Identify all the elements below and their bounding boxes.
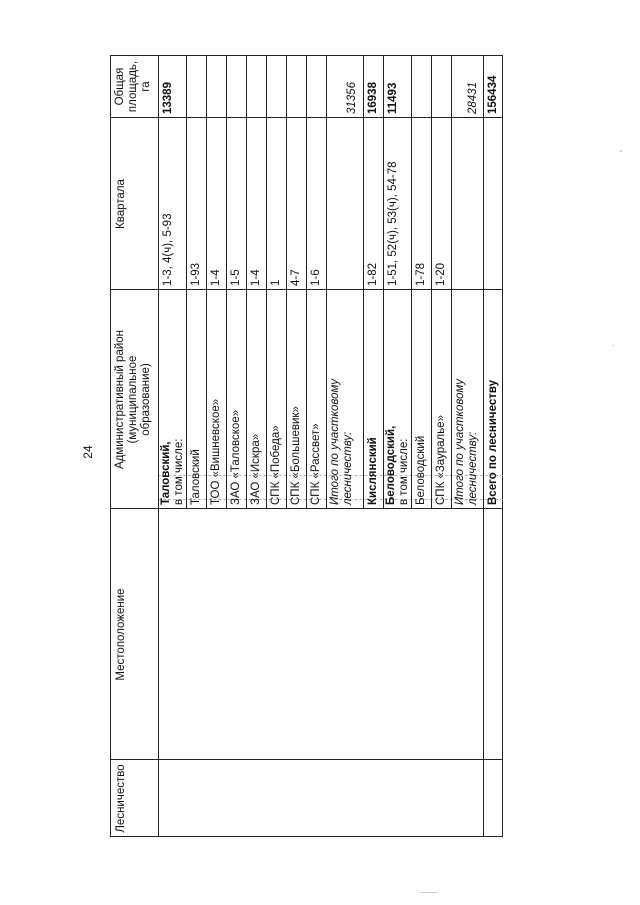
row-line <box>286 55 287 509</box>
row-quarters: 1-6 <box>310 269 322 286</box>
scan-speck <box>420 892 438 893</box>
row-district: ЗАО «Таловское» <box>230 409 242 505</box>
row-line <box>206 55 207 509</box>
row-line <box>431 55 432 509</box>
row-quarters: 1-82 <box>367 262 379 286</box>
header-admin-district <box>114 290 153 509</box>
header-total-area-line-1: Общая <box>114 67 126 106</box>
table-border-bottom <box>502 55 503 837</box>
forestry-table <box>110 55 503 837</box>
row-subtotal-label <box>329 379 355 505</box>
forestry-table-wrapper <box>110 55 503 837</box>
row-line <box>186 55 187 509</box>
row-line <box>383 55 384 509</box>
header-quarters: Квартала <box>115 179 127 229</box>
row-quarters: 1 <box>270 279 282 286</box>
header-admin-district-line-1: Административный район <box>114 329 126 470</box>
scan-speck <box>612 345 614 346</box>
row-area: 28431 <box>467 82 479 114</box>
row-subtotal-label-line-1: Итого по участковому <box>329 378 341 505</box>
row-area: 13389 <box>162 82 174 114</box>
row-line <box>266 55 267 509</box>
row-district: СПК «Зауралье» <box>435 415 447 505</box>
row-quarters: 1-93 <box>190 262 202 286</box>
row-quarters: 4-7 <box>290 269 302 286</box>
row-grand-total-label: Всего по лесничеству <box>487 379 499 505</box>
row-line <box>451 55 452 509</box>
row-district: СПК «Большевик» <box>290 406 302 505</box>
row-line <box>226 55 227 509</box>
header-total-area-line-3: га <box>140 81 152 92</box>
page-number: 24 <box>81 445 95 459</box>
row-line <box>246 55 247 509</box>
row-quarters: 1-4 <box>210 269 222 286</box>
row-district-line-2: в том числе: <box>173 438 185 505</box>
row-district: СПК «Победа» <box>270 425 282 505</box>
row-district: СПК «Рассвет» <box>310 423 322 505</box>
row-line <box>363 55 364 509</box>
row-quarters: 1-51, 52(ч), 53(ч), 54-78 <box>387 161 399 286</box>
row-district: ЗАО «Искра» <box>250 433 262 505</box>
header-total-area-line-2: площадь, <box>127 60 139 113</box>
row-district: Кислянский <box>367 437 379 505</box>
header-forestry: Лесничество <box>115 764 127 833</box>
row-district: ТОО «Вишневское» <box>210 398 222 505</box>
row-district-line-2: в том числе: <box>398 438 410 505</box>
row-quarters: 1-3, 4(ч), 5-93 <box>162 213 174 286</box>
row-quarters: 1-5 <box>230 269 242 286</box>
row-subtotal-label-line-2: лесничеству: <box>342 431 354 505</box>
row-line <box>411 55 412 509</box>
row-district: Таловский <box>190 449 202 505</box>
row-line <box>326 55 327 509</box>
row-grand-total-area: 156434 <box>487 75 499 114</box>
row-quarters: 1-4 <box>250 269 262 286</box>
row-subtotal-label-line-2: лесничеству: <box>467 431 479 505</box>
row-area: 11493 <box>387 82 399 114</box>
row-district-line-1: Таловский, <box>160 441 172 505</box>
row-district <box>160 439 186 505</box>
header-divider <box>158 55 159 837</box>
table-border-left <box>110 836 503 837</box>
row-district <box>385 426 411 505</box>
row-subtotal-label <box>454 379 480 505</box>
row-district-line-1: Беловодский, <box>385 425 397 505</box>
column-divider-1 <box>110 759 503 760</box>
row-subtotal-label-line-1: Итого по участковому <box>454 378 466 505</box>
row-area: 31356 <box>346 82 358 114</box>
scan-speck <box>620 150 622 152</box>
row-line-total <box>483 55 484 837</box>
row-area: 16938 <box>367 82 379 114</box>
header-location: Местоположение <box>115 588 127 681</box>
row-line <box>306 55 307 509</box>
row-quarters: 1-20 <box>435 262 447 286</box>
table-border-top <box>110 55 111 837</box>
header-admin-district-line-3: образование) <box>140 363 152 436</box>
header-admin-district-line-2: (муниципальное <box>127 355 139 444</box>
row-quarters: 1-78 <box>415 262 427 286</box>
row-district: Беловодский <box>415 435 427 505</box>
header-total-area <box>114 55 153 118</box>
